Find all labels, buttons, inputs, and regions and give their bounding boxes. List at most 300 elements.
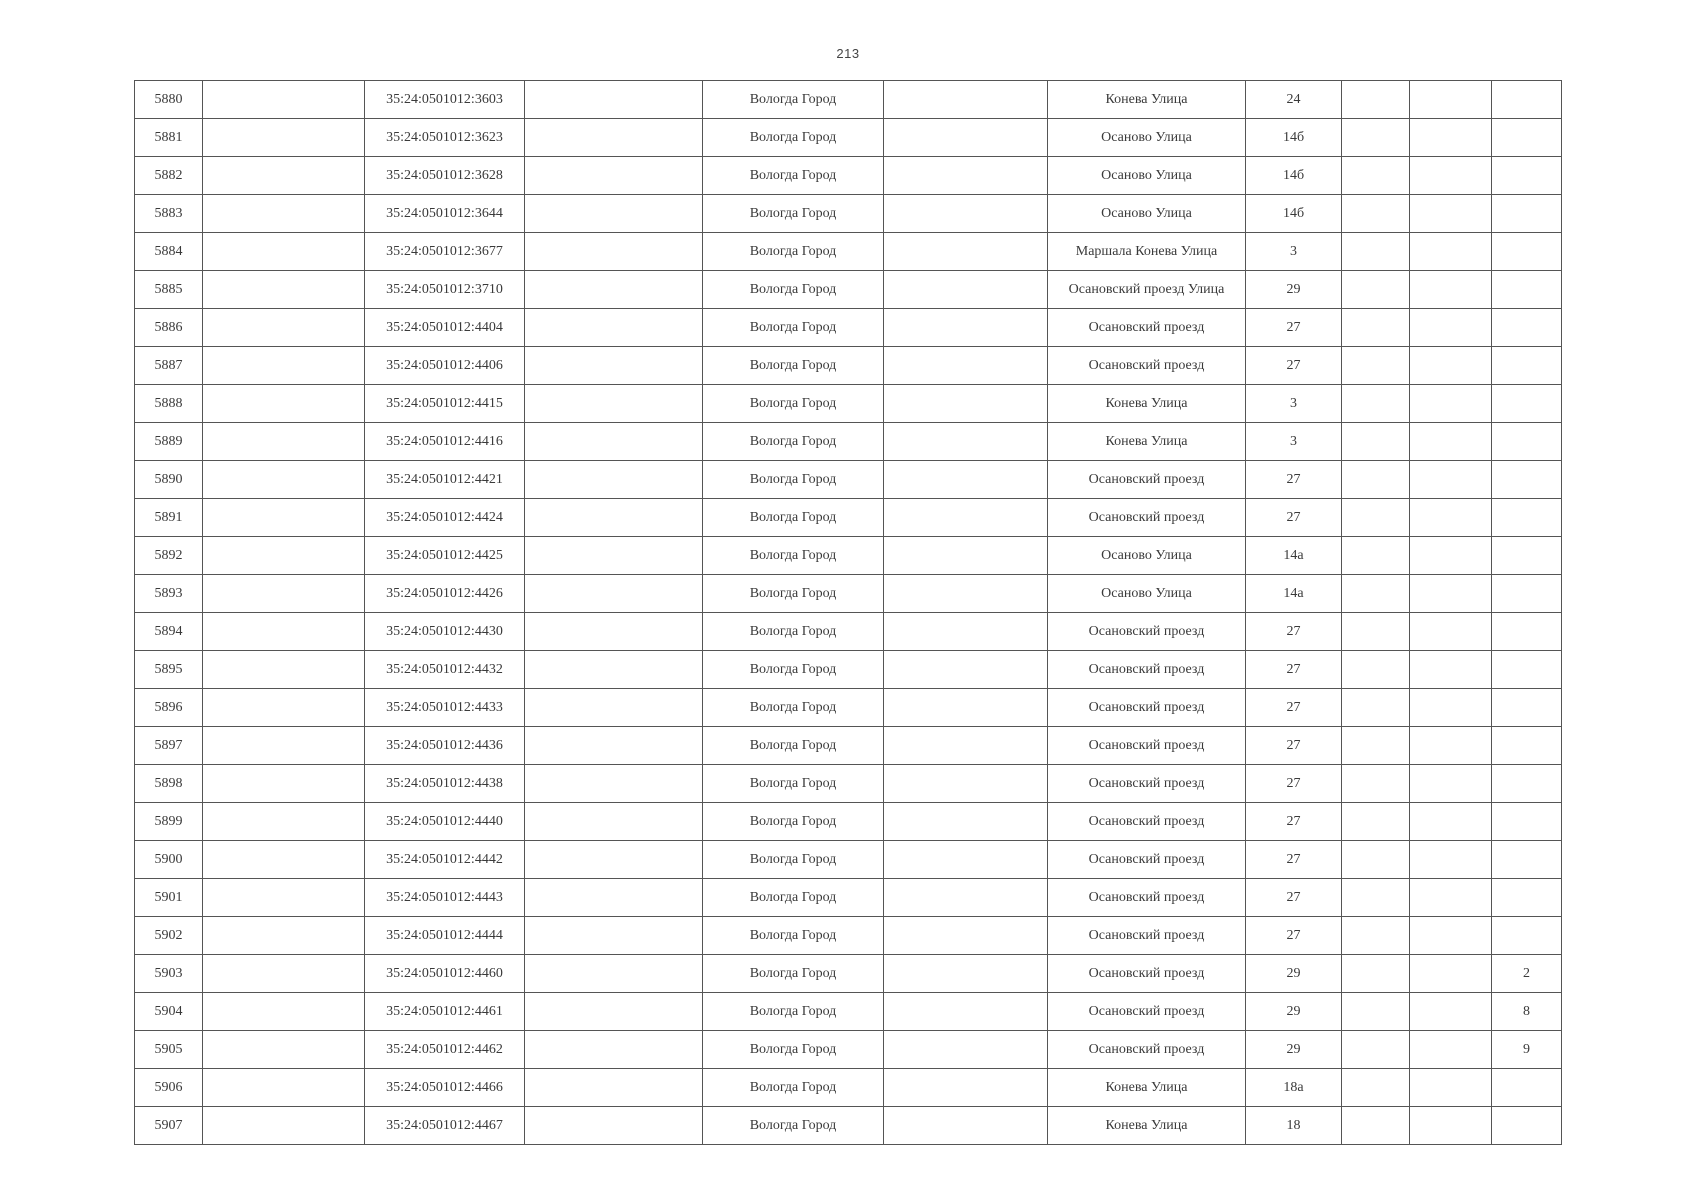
cell-settlement: Вологда Город [703, 271, 884, 309]
cell-row-number: 5907 [135, 1107, 203, 1145]
cell-row-number: 5902 [135, 917, 203, 955]
cell-blank [1342, 195, 1410, 233]
cell-blank [203, 195, 365, 233]
cell-blank [1410, 689, 1492, 727]
cell-blank [884, 955, 1048, 993]
cell-blank [1342, 233, 1410, 271]
cell-cadastral-number: 35:24:0501012:4462 [365, 1031, 525, 1069]
table-row [135, 575, 1562, 613]
cell-blank [1410, 385, 1492, 423]
cell-street: Осановский проезд [1048, 765, 1246, 803]
cell-house-number: 29 [1246, 993, 1342, 1031]
cell-apartment [1492, 613, 1562, 651]
cell-row-number: 5883 [135, 195, 203, 233]
cell-blank [1342, 575, 1410, 613]
cell-blank [884, 765, 1048, 803]
cell-blank [525, 347, 703, 385]
table-row [135, 841, 1562, 879]
cell-blank [884, 651, 1048, 689]
cell-blank [203, 727, 365, 765]
cell-apartment [1492, 879, 1562, 917]
cell-street: Осановский проезд [1048, 651, 1246, 689]
cell-street: Осановский проезд [1048, 879, 1246, 917]
cell-blank [525, 157, 703, 195]
cell-street: Осаново Улица [1048, 157, 1246, 195]
cell-blank [203, 917, 365, 955]
cell-blank [1342, 1107, 1410, 1145]
table-row [135, 461, 1562, 499]
cell-row-number: 5894 [135, 613, 203, 651]
table-row [135, 765, 1562, 803]
cell-blank [1342, 461, 1410, 499]
table-row [135, 955, 1562, 993]
cell-house-number: 14б [1246, 157, 1342, 195]
cell-cadastral-number: 35:24:0501012:3623 [365, 119, 525, 157]
cell-blank [525, 955, 703, 993]
cell-street: Осановский проезд [1048, 309, 1246, 347]
cell-apartment [1492, 385, 1562, 423]
cell-street: Осаново Улица [1048, 119, 1246, 157]
cell-apartment [1492, 1069, 1562, 1107]
cell-blank [525, 993, 703, 1031]
cell-street: Осановский проезд [1048, 461, 1246, 499]
cell-blank [884, 157, 1048, 195]
cell-house-number: 27 [1246, 651, 1342, 689]
cell-blank [1410, 651, 1492, 689]
cell-blank [203, 537, 365, 575]
cell-street: Осановский проезд [1048, 689, 1246, 727]
cell-blank [203, 803, 365, 841]
cell-apartment [1492, 195, 1562, 233]
table-row [135, 803, 1562, 841]
cell-blank [525, 917, 703, 955]
cell-blank [525, 423, 703, 461]
cell-blank [525, 385, 703, 423]
cell-house-number: 29 [1246, 955, 1342, 993]
cell-house-number: 3 [1246, 385, 1342, 423]
cell-blank [884, 119, 1048, 157]
cell-blank [1342, 385, 1410, 423]
cell-blank [203, 461, 365, 499]
cell-house-number: 27 [1246, 347, 1342, 385]
cell-blank [203, 879, 365, 917]
cell-cadastral-number: 35:24:0501012:4426 [365, 575, 525, 613]
cell-blank [203, 157, 365, 195]
table-row [135, 727, 1562, 765]
cell-blank [884, 879, 1048, 917]
cell-street: Осановский проезд [1048, 993, 1246, 1031]
cell-blank [1342, 499, 1410, 537]
cell-cadastral-number: 35:24:0501012:3603 [365, 81, 525, 119]
cell-blank [884, 803, 1048, 841]
cell-apartment [1492, 803, 1562, 841]
cell-blank [1410, 271, 1492, 309]
cell-blank [203, 423, 365, 461]
cell-blank [203, 841, 365, 879]
cell-blank [203, 119, 365, 157]
cell-street: Осановский проезд [1048, 613, 1246, 651]
cell-house-number: 18 [1246, 1107, 1342, 1145]
cell-blank [1410, 233, 1492, 271]
cell-blank [525, 271, 703, 309]
cell-apartment [1492, 119, 1562, 157]
cell-blank [1410, 81, 1492, 119]
cell-blank [884, 841, 1048, 879]
cell-cadastral-number: 35:24:0501012:4433 [365, 689, 525, 727]
cell-blank [1410, 537, 1492, 575]
cell-cadastral-number: 35:24:0501012:4415 [365, 385, 525, 423]
cell-blank [884, 347, 1048, 385]
cell-house-number: 14б [1246, 195, 1342, 233]
cell-row-number: 5880 [135, 81, 203, 119]
cell-settlement: Вологда Город [703, 1069, 884, 1107]
cell-blank [884, 727, 1048, 765]
cell-settlement: Вологда Город [703, 613, 884, 651]
cell-house-number: 27 [1246, 765, 1342, 803]
cell-settlement: Вологда Город [703, 879, 884, 917]
cell-cadastral-number: 35:24:0501012:3644 [365, 195, 525, 233]
cell-cadastral-number: 35:24:0501012:3710 [365, 271, 525, 309]
cell-street: Осаново Улица [1048, 537, 1246, 575]
cell-blank [1342, 1031, 1410, 1069]
cell-blank [1342, 347, 1410, 385]
cell-cadastral-number: 35:24:0501012:4460 [365, 955, 525, 993]
cell-apartment [1492, 233, 1562, 271]
table-row [135, 81, 1562, 119]
cell-house-number: 27 [1246, 689, 1342, 727]
cell-blank [203, 1107, 365, 1145]
cell-blank [203, 347, 365, 385]
cell-cadastral-number: 35:24:0501012:4424 [365, 499, 525, 537]
cell-house-number: 27 [1246, 461, 1342, 499]
cell-blank [1342, 423, 1410, 461]
table-row [135, 347, 1562, 385]
cell-blank [525, 461, 703, 499]
cell-blank [884, 81, 1048, 119]
cell-blank [203, 1069, 365, 1107]
cell-house-number: 3 [1246, 233, 1342, 271]
table-row [135, 993, 1562, 1031]
cell-settlement: Вологда Город [703, 993, 884, 1031]
cell-row-number: 5889 [135, 423, 203, 461]
table-body [135, 81, 1562, 1145]
table-row [135, 119, 1562, 157]
cell-street: Осановский проезд [1048, 917, 1246, 955]
cell-house-number: 24 [1246, 81, 1342, 119]
cell-house-number: 14а [1246, 575, 1342, 613]
registry-table [134, 80, 1562, 1145]
cell-cadastral-number: 35:24:0501012:4406 [365, 347, 525, 385]
cell-blank [525, 689, 703, 727]
cell-cadastral-number: 35:24:0501012:4421 [365, 461, 525, 499]
cell-apartment [1492, 765, 1562, 803]
cell-apartment [1492, 499, 1562, 537]
table-row [135, 499, 1562, 537]
cell-street: Конева Улица [1048, 1069, 1246, 1107]
cell-blank [203, 385, 365, 423]
cell-cadastral-number: 35:24:0501012:4436 [365, 727, 525, 765]
cell-blank [1342, 841, 1410, 879]
cell-blank [1410, 727, 1492, 765]
cell-blank [1342, 765, 1410, 803]
cell-blank [525, 651, 703, 689]
cell-row-number: 5887 [135, 347, 203, 385]
cell-blank [525, 309, 703, 347]
cell-row-number: 5897 [135, 727, 203, 765]
cell-blank [1342, 689, 1410, 727]
cell-blank [203, 689, 365, 727]
cell-house-number: 27 [1246, 309, 1342, 347]
table-row [135, 233, 1562, 271]
cell-blank [525, 1069, 703, 1107]
cell-settlement: Вологда Город [703, 765, 884, 803]
cell-blank [525, 803, 703, 841]
cell-apartment [1492, 651, 1562, 689]
cell-blank [1342, 537, 1410, 575]
cell-blank [1410, 119, 1492, 157]
page-number: 213 [836, 46, 860, 61]
cell-blank [1342, 917, 1410, 955]
cell-blank [1410, 955, 1492, 993]
cell-blank [525, 1031, 703, 1069]
table-row [135, 879, 1562, 917]
cell-blank [1410, 879, 1492, 917]
cell-house-number: 27 [1246, 727, 1342, 765]
cell-street: Осаново Улица [1048, 195, 1246, 233]
cell-cadastral-number: 35:24:0501012:4461 [365, 993, 525, 1031]
cell-row-number: 5881 [135, 119, 203, 157]
cell-house-number: 18а [1246, 1069, 1342, 1107]
cell-apartment [1492, 309, 1562, 347]
cell-blank [203, 575, 365, 613]
table-row [135, 537, 1562, 575]
cell-blank [525, 195, 703, 233]
cell-settlement: Вологда Город [703, 917, 884, 955]
table-row [135, 195, 1562, 233]
cell-apartment [1492, 689, 1562, 727]
cell-blank [1342, 157, 1410, 195]
table-row [135, 1031, 1562, 1069]
cell-blank [1410, 1107, 1492, 1145]
table-row [135, 613, 1562, 651]
cell-settlement: Вологда Город [703, 689, 884, 727]
cell-settlement: Вологда Город [703, 537, 884, 575]
cell-blank [525, 119, 703, 157]
cell-row-number: 5885 [135, 271, 203, 309]
cell-blank [1410, 1031, 1492, 1069]
cell-row-number: 5888 [135, 385, 203, 423]
cell-blank [525, 879, 703, 917]
cell-street: Осановский проезд [1048, 727, 1246, 765]
cell-cadastral-number: 35:24:0501012:4466 [365, 1069, 525, 1107]
table-row [135, 423, 1562, 461]
cell-house-number: 27 [1246, 841, 1342, 879]
cell-settlement: Вологда Город [703, 461, 884, 499]
cell-blank [884, 309, 1048, 347]
cell-apartment: 2 [1492, 955, 1562, 993]
cell-blank [884, 233, 1048, 271]
table-row [135, 1069, 1562, 1107]
cell-row-number: 5893 [135, 575, 203, 613]
cell-settlement: Вологда Город [703, 347, 884, 385]
cell-cadastral-number: 35:24:0501012:4430 [365, 613, 525, 651]
cell-blank [1342, 1069, 1410, 1107]
cell-blank [884, 993, 1048, 1031]
cell-blank [525, 233, 703, 271]
cell-cadastral-number: 35:24:0501012:3677 [365, 233, 525, 271]
cell-row-number: 5900 [135, 841, 203, 879]
cell-house-number: 3 [1246, 423, 1342, 461]
cell-apartment [1492, 575, 1562, 613]
cell-cadastral-number: 35:24:0501012:4467 [365, 1107, 525, 1145]
cell-settlement: Вологда Город [703, 803, 884, 841]
cell-house-number: 27 [1246, 499, 1342, 537]
cell-blank [1410, 993, 1492, 1031]
cell-blank [884, 385, 1048, 423]
table-row [135, 1107, 1562, 1145]
cell-row-number: 5884 [135, 233, 203, 271]
cell-row-number: 5882 [135, 157, 203, 195]
cell-house-number: 14а [1246, 537, 1342, 575]
cell-cadastral-number: 35:24:0501012:4442 [365, 841, 525, 879]
cell-blank [203, 765, 365, 803]
cell-settlement: Вологда Город [703, 119, 884, 157]
cell-blank [1342, 879, 1410, 917]
cell-blank [203, 233, 365, 271]
cell-apartment [1492, 727, 1562, 765]
cell-street: Осановский проезд [1048, 1031, 1246, 1069]
table-row [135, 309, 1562, 347]
cell-row-number: 5896 [135, 689, 203, 727]
cell-cadastral-number: 35:24:0501012:4440 [365, 803, 525, 841]
cell-apartment [1492, 157, 1562, 195]
table-row [135, 385, 1562, 423]
cell-blank [203, 309, 365, 347]
cell-settlement: Вологда Город [703, 727, 884, 765]
cell-apartment [1492, 461, 1562, 499]
cell-blank [525, 841, 703, 879]
cell-blank [203, 955, 365, 993]
cell-blank [203, 993, 365, 1031]
cell-blank [1410, 499, 1492, 537]
cell-blank [1410, 841, 1492, 879]
cell-blank [525, 575, 703, 613]
cell-cadastral-number: 35:24:0501012:4425 [365, 537, 525, 575]
cell-street: Осановский проезд [1048, 499, 1246, 537]
cell-street: Осановский проезд [1048, 347, 1246, 385]
table-row [135, 651, 1562, 689]
cell-house-number: 29 [1246, 271, 1342, 309]
cell-settlement: Вологда Город [703, 499, 884, 537]
cell-cadastral-number: 35:24:0501012:4444 [365, 917, 525, 955]
cell-apartment [1492, 347, 1562, 385]
cell-apartment [1492, 81, 1562, 119]
cell-blank [203, 81, 365, 119]
cell-blank [1410, 613, 1492, 651]
cell-apartment [1492, 841, 1562, 879]
cell-settlement: Вологда Город [703, 423, 884, 461]
cell-blank [1342, 955, 1410, 993]
cell-cadastral-number: 35:24:0501012:4438 [365, 765, 525, 803]
cell-settlement: Вологда Город [703, 575, 884, 613]
cell-street: Осановский проезд Улица [1048, 271, 1246, 309]
cell-apartment [1492, 917, 1562, 955]
cell-blank [884, 1069, 1048, 1107]
cell-settlement: Вологда Город [703, 841, 884, 879]
cell-blank [1410, 803, 1492, 841]
cell-settlement: Вологда Город [703, 651, 884, 689]
cell-settlement: Вологда Город [703, 195, 884, 233]
cell-blank [1342, 993, 1410, 1031]
cell-blank [1342, 271, 1410, 309]
cell-row-number: 5890 [135, 461, 203, 499]
cell-house-number: 27 [1246, 917, 1342, 955]
cell-blank [1410, 309, 1492, 347]
cell-street: Осаново Улица [1048, 575, 1246, 613]
cell-blank [525, 727, 703, 765]
cell-blank [1342, 651, 1410, 689]
cell-cadastral-number: 35:24:0501012:4404 [365, 309, 525, 347]
table-row [135, 157, 1562, 195]
cell-apartment [1492, 271, 1562, 309]
cell-blank [1410, 765, 1492, 803]
cell-house-number: 14б [1246, 119, 1342, 157]
cell-blank [884, 499, 1048, 537]
cell-street: Осановский проезд [1048, 803, 1246, 841]
cell-apartment: 9 [1492, 1031, 1562, 1069]
cell-blank [1410, 1069, 1492, 1107]
cell-street: Конева Улица [1048, 385, 1246, 423]
cell-blank [884, 575, 1048, 613]
cell-blank [884, 689, 1048, 727]
cell-blank [525, 1107, 703, 1145]
cell-blank [884, 1107, 1048, 1145]
cell-house-number: 27 [1246, 613, 1342, 651]
cell-street: Осановский проезд [1048, 955, 1246, 993]
cell-blank [1410, 157, 1492, 195]
table-row [135, 271, 1562, 309]
cell-blank [1410, 575, 1492, 613]
cell-cadastral-number: 35:24:0501012:4416 [365, 423, 525, 461]
cell-house-number: 27 [1246, 803, 1342, 841]
cell-blank [525, 537, 703, 575]
cell-row-number: 5895 [135, 651, 203, 689]
cell-blank [203, 651, 365, 689]
cell-blank [1410, 347, 1492, 385]
cell-blank [884, 537, 1048, 575]
cell-blank [884, 423, 1048, 461]
cell-blank [1410, 461, 1492, 499]
cell-settlement: Вологда Город [703, 157, 884, 195]
cell-blank [1410, 423, 1492, 461]
cell-street: Конева Улица [1048, 81, 1246, 119]
cell-street: Конева Улица [1048, 1107, 1246, 1145]
table-row [135, 917, 1562, 955]
cell-row-number: 5905 [135, 1031, 203, 1069]
cell-blank [1342, 309, 1410, 347]
cell-settlement: Вологда Город [703, 1031, 884, 1069]
cell-house-number: 29 [1246, 1031, 1342, 1069]
cell-apartment: 8 [1492, 993, 1562, 1031]
cell-blank [525, 765, 703, 803]
cell-blank [203, 613, 365, 651]
cell-street: Маршала Конева Улица [1048, 233, 1246, 271]
cell-cadastral-number: 35:24:0501012:3628 [365, 157, 525, 195]
cell-blank [884, 917, 1048, 955]
cell-row-number: 5899 [135, 803, 203, 841]
cell-settlement: Вологда Город [703, 955, 884, 993]
cell-settlement: Вологда Город [703, 309, 884, 347]
